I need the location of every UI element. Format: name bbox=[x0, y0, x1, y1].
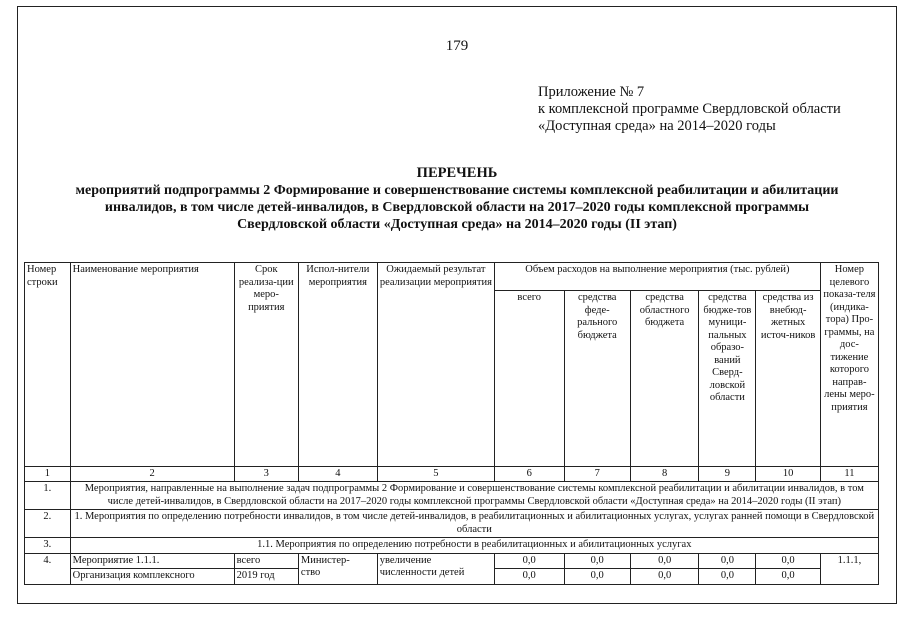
appendix-header bbox=[538, 84, 841, 135]
header-federal: средства феде-рального бюджета bbox=[564, 291, 630, 467]
row-number: 3. bbox=[25, 538, 71, 554]
column-number: 9 bbox=[699, 467, 756, 482]
section-text: 1. Мероприятия по определению потребности инвалидов, в том числе детей-инвалидов, в реабилитационных и абилитационных услугах, услугах ранней помощи в Свердловской области bbox=[70, 510, 878, 538]
measure-result bbox=[377, 553, 494, 584]
subtitle-line: Свердловской области «Доступная среда» на 2014–2020 годы (II этап) bbox=[237, 217, 677, 232]
row-number: 1. bbox=[25, 482, 71, 510]
column-number: 8 bbox=[630, 467, 698, 482]
measure-name: Мероприятие 1.1.1. bbox=[70, 553, 234, 569]
measure-term: 2019 год bbox=[234, 569, 298, 585]
header-offbudget: средства из внебюд-жетных источ-ников bbox=[756, 291, 820, 467]
measure-executor bbox=[298, 553, 377, 584]
value-municipal: 0,0 bbox=[699, 569, 756, 585]
table-row bbox=[25, 553, 879, 569]
value-regional: 0,0 bbox=[630, 553, 698, 569]
header-result: Ожидаемый результат реализации мероприятия bbox=[377, 263, 494, 467]
table-row bbox=[25, 482, 879, 510]
header-regional: средства областного бюджета bbox=[630, 291, 698, 467]
section-text: 1.1. Мероприятия по определению потребности в реабилитационных и абилитационных услугах bbox=[70, 538, 878, 554]
header-municipal: средства бюдже-тов муници-пальных образо-ваний Сверд-ловской области bbox=[699, 291, 756, 467]
subtitle-line: мероприятий подпрограммы 2 Формирование и совершенствование системы комплексной реабилитации и абилитации bbox=[75, 183, 839, 198]
appendix-line: к комплексной программе Свердловской области bbox=[538, 101, 841, 117]
column-number: 10 bbox=[756, 467, 820, 482]
value-offbudget: 0,0 bbox=[756, 569, 820, 585]
appendix-line: «Доступная среда» на 2014–2020 годы bbox=[538, 118, 776, 134]
value-total: 0,0 bbox=[494, 569, 564, 585]
indicator-number: 1.1.1, bbox=[820, 553, 878, 584]
subtitle-line: инвалидов, в том числе детей-инвалидов, в Свердловской области на 2017–2020 годы комплексной программы bbox=[104, 200, 810, 215]
table-row bbox=[25, 510, 879, 538]
column-number: 1 bbox=[25, 467, 71, 482]
result-line: численности детей bbox=[379, 567, 465, 578]
column-number: 5 bbox=[377, 467, 494, 482]
header-term: Срок реализа-ции меро-приятия bbox=[234, 263, 298, 467]
result-line: увеличение bbox=[379, 554, 432, 566]
header-row-no: Номер строки bbox=[25, 263, 71, 467]
measure-name: Организация комплексного bbox=[70, 569, 234, 585]
table-row bbox=[25, 538, 879, 554]
header-total: всего bbox=[494, 291, 564, 467]
column-number: 6 bbox=[494, 467, 564, 482]
value-offbudget: 0,0 bbox=[756, 553, 820, 569]
measure-term: всего bbox=[234, 553, 298, 569]
document-subtitle bbox=[26, 182, 888, 233]
value-federal: 0,0 bbox=[564, 553, 630, 569]
header-volume: Объем расходов на выполнение мероприятия (тыс. рублей) bbox=[494, 263, 820, 291]
measures-table bbox=[24, 262, 879, 585]
value-federal: 0,0 bbox=[564, 569, 630, 585]
column-number: 7 bbox=[564, 467, 630, 482]
document-page bbox=[17, 6, 897, 604]
header-name: Наименование мероприятия bbox=[70, 263, 234, 467]
page-number: 179 bbox=[445, 38, 469, 54]
appendix-line: Приложение № 7 bbox=[538, 84, 645, 100]
section-text: Мероприятия, направленные на выполнение задач подпрограммы 2 Формирование и совершенствование системы комплексной реабилитации и абилитации инвалидов, в том числе детей-инвалидов, в Свердловской области на 2017–2020 годы комплексной программы Свердловской области «Доступная среда» на 2014–2020 годы (II этап) bbox=[70, 482, 878, 510]
column-number: 2 bbox=[70, 467, 234, 482]
executor-line: ство bbox=[300, 567, 321, 578]
column-number: 11 bbox=[820, 467, 878, 482]
header-executors: Испол-нители мероприятия bbox=[298, 263, 377, 467]
column-number: 3 bbox=[234, 467, 298, 482]
column-number: 4 bbox=[298, 467, 377, 482]
document-title: ПЕРЕЧЕНЬ bbox=[416, 165, 498, 181]
value-municipal: 0,0 bbox=[699, 553, 756, 569]
value-total: 0,0 bbox=[494, 553, 564, 569]
row-number: 4. bbox=[25, 553, 71, 584]
column-number-row bbox=[25, 467, 879, 482]
value-regional: 0,0 bbox=[630, 569, 698, 585]
header-indicator: Номер целевого показа-теля (индика-тора) Про-граммы, на дос-тижение которого направ-лены меро-приятия bbox=[820, 263, 878, 467]
row-number: 2. bbox=[25, 510, 71, 538]
executor-line: Министер- bbox=[300, 554, 350, 566]
